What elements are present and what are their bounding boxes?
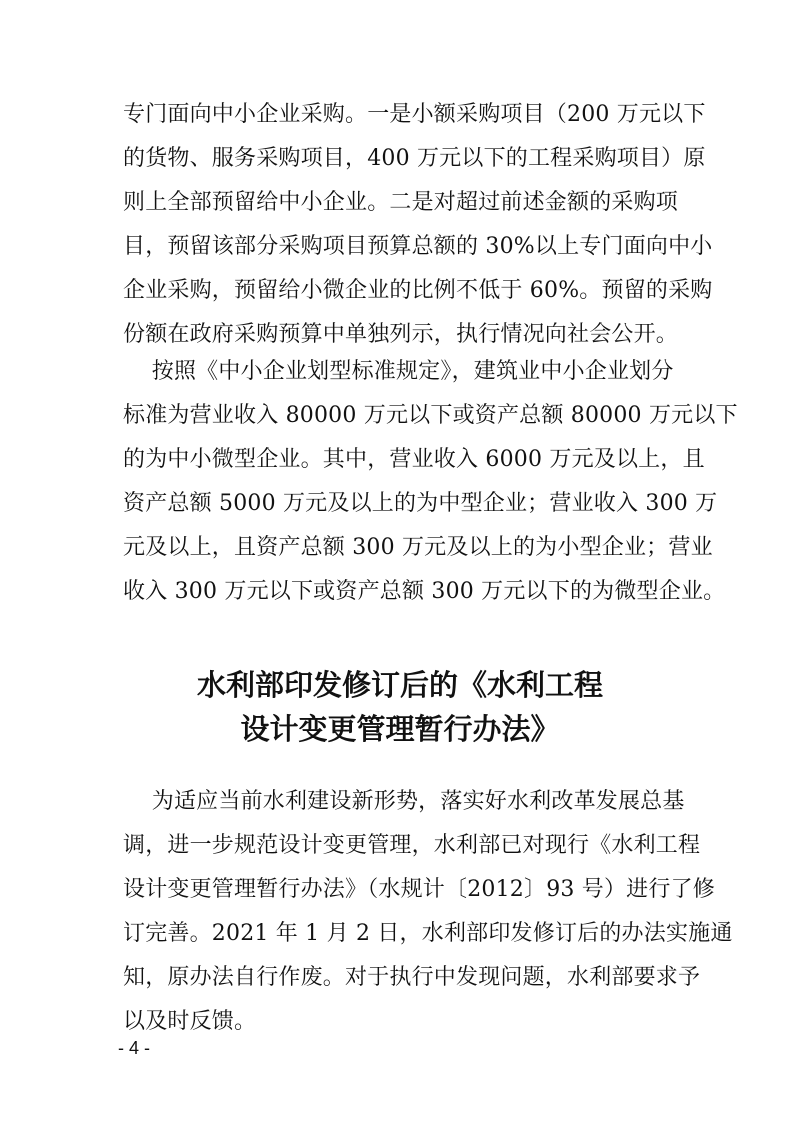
paragraph-1-line-3: 则上全部预留给中小企业。二是对超过前述金额的采购项 [123,190,679,215]
article-heading-line-2: 设计变更管理暂行办法》 [240,712,560,746]
article-line-4: 订完善。2021 年 1 月 2 日，水利部印发修订后的办法实施通 [123,921,733,946]
paragraph-1-line-2: 的货物、服务采购项目，400 万元以下的工程采购项目）原 [123,146,706,171]
paragraph-2-line-3: 的为中小微型企业。其中，营业收入 6000 万元及以上，且 [123,447,705,472]
paragraph-2-line-4: 资产总额 5000 万元及以上的为中型企业；营业收入 300 万 [123,491,718,516]
paragraph-2-line-6: 收入 300 万元以下或资产总额 300 万元以下的为微型企业。 [123,579,726,604]
article-line-3: 设计变更管理暂行办法》（水规计〔2012〕93 号）进行了修 [123,877,715,902]
paragraph-1-line-4: 目，预留该部分采购项目预算总额的 30%以上专门面向中小 [123,234,713,259]
article-heading-line-1: 水利部印发修订后的《水利工程 [196,668,603,702]
article-line-2: 调，进一步规范设计变更管理，水利部已对现行《水利工程 [123,833,701,858]
paragraph-1-line-5: 企业采购，预留给小微企业的比例不低于 60%。预留的采购 [123,278,713,303]
paragraph-2-line-1: 按照《中小企业划型标准规定》，建筑业中小企业划分 [123,359,674,384]
paragraph-2-line-5: 元及以上，且资产总额 300 万元及以上的为小型企业；营业 [123,535,713,560]
paragraph-2-line-2: 标准为营业收入 80000 万元以下或资产总额 80000 万元以下 [123,403,738,428]
page-number: - 4 - [118,1038,151,1058]
paragraph-1-line-6: 份额在政府采购预算中单独列示，执行情况向社会公开。 [123,322,679,347]
article-line-6: 以及时反馈。 [123,1009,257,1034]
article-line-5: 知，原办法自行作废。对于执行中发现问题，水利部要求予 [123,965,701,990]
article-line-1: 为适应当前水利建设新形势，落实好水利改革发展总基 [123,789,685,814]
paragraph-1-line-1: 专门面向中小企业采购。一是小额采购项目（200 万元以下 [123,102,706,127]
